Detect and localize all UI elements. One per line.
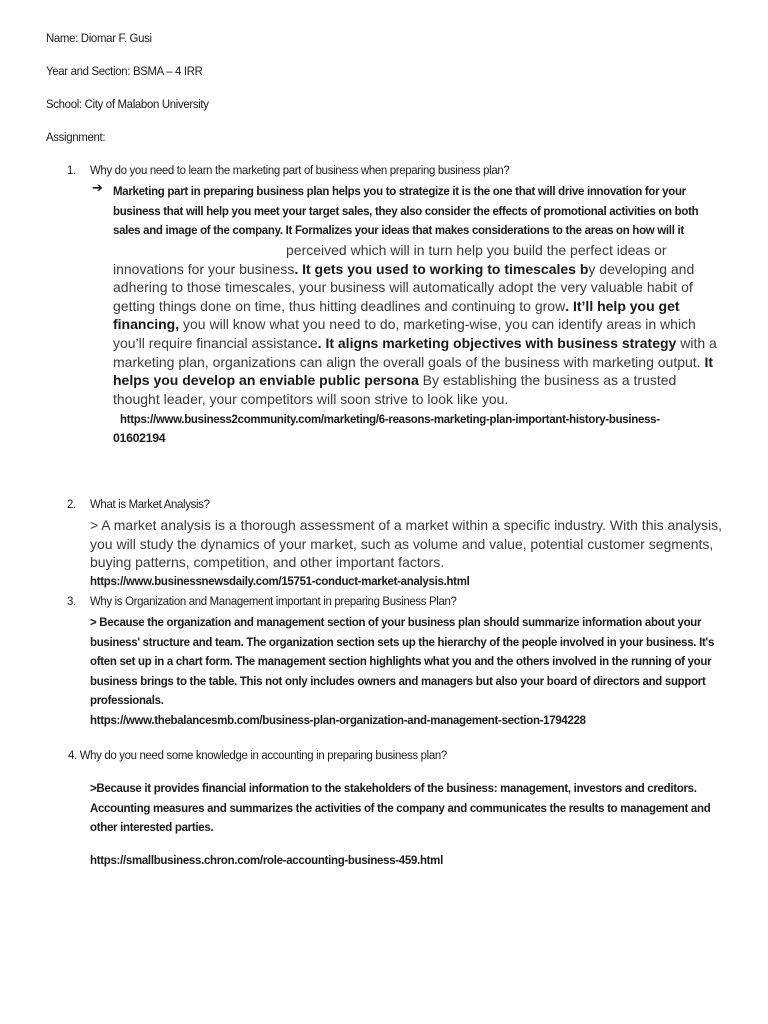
q1-reference-link[interactable]: https://www.business2community.com/marketing/6-reasons-marketing-plan-important-history-business-: [120, 412, 660, 426]
q1-question: Why do you need to learn the marketing part of business when preparing business plan?: [90, 163, 510, 177]
q1-answer-bold-10: It helps you develop an enviable public persona: [113, 353, 714, 389]
q1-answer-text-11: By establishing the business as a trusted thought leader, your competitors will soon strive to look like you.: [113, 372, 677, 407]
q1-answer-text-7: you will know what you need to do, marketing-wise, you can identify areas in which you’ll require financial assistance: [113, 316, 696, 351]
q4-answer-container: [90, 779, 726, 838]
q1-reference-link-continued[interactable]: 01602194: [113, 431, 166, 445]
q3-reference-link[interactable]: https://www.thebalancesmb.com/business-plan-organization-and-management-section-1794228: [90, 713, 586, 727]
arrow-bullet-icon: ➔: [92, 181, 103, 196]
q3-number: 3.: [67, 594, 76, 608]
q1-answer: [113, 182, 725, 241]
q3-answer-container: [90, 613, 726, 711]
q3-question: Why is Organization and Management important in preparing Business Plan?: [90, 594, 457, 608]
q2-answer: > A market analysis is a thorough assessment of a market within a specific industry. With this analysis, you will study the dynamics of your market, such as volume and value, potential customer segments, buying patterns, competition, and other important factors.: [90, 517, 722, 571]
q1-answer-bold-1: Marketing part in preparing business plan helps you to strategize it is the one that will drive innovation for your business that will help you meet your target sales, they also consider the effects of promotional activities on both sales and image of the company.: [113, 184, 699, 238]
q1-answer-bold-8: . It aligns marketing objectives with business strategy: [317, 334, 677, 351]
q1-answer-text-5: y developing and adhering to those timescales, your business will automatically adopt the very valuable habit of getting things done on time, thus hitting deadlines and continuing to grow: [113, 260, 695, 314]
q3-answer: > Because the organization and management section of your business plan should summarize information about your business' structure and team. The organization section sets up the hierarchy of the people involved in your business. It's often set up in a chart form. The management section highlights what you and the others involved in the running of your business brings to the table. This not only includes owners and managers but also your board of directors and support professionals.: [90, 615, 715, 708]
q1-number: 1.: [67, 163, 76, 177]
assignment-label: Assignment:: [46, 130, 106, 144]
q1-answer-text-3: perceived which will in turn help you build the perfect ideas or innovations for your business: [113, 242, 667, 277]
q2-reference-link[interactable]: https://www.businessnewsdaily.com/15751-conduct-market-analysis.html: [90, 574, 470, 588]
q1-answer-bold-4: . It gets you used to working to timescales b: [294, 260, 589, 277]
student-name: Name: Diomar F. Gusi: [46, 31, 152, 45]
q4-answer: >Because it provides financial information to the stakeholders of the business: management, investors and creditors. Accounting measures and summarizes the activities of the company and communicates the results to management and other interested parties.: [90, 781, 711, 835]
q1-answer-text-9: with a marketing plan, organizations can align the overall goals of the business with marketing output.: [113, 334, 717, 370]
q2-number: 2.: [67, 497, 76, 511]
q1-answer-bold-2: It Formalizes your ideas that makes considerations to the areas on how will it: [285, 223, 684, 238]
q1-answer-continued: [113, 241, 725, 408]
q4-question: 4. Why do you need some knowledge in accounting in preparing business plan?: [68, 748, 447, 762]
school-name: School: City of Malabon University: [46, 97, 209, 111]
year-and-section: Year and Section: BSMA – 4 IRR: [46, 64, 203, 78]
q2-question: What is Market Analysis?: [90, 497, 210, 511]
q1-answer-bold-6: . It’ll help you get financing,: [113, 297, 680, 333]
q4-reference-link[interactable]: https://smallbusiness.chron.com/role-accounting-business-459.html: [90, 853, 443, 867]
